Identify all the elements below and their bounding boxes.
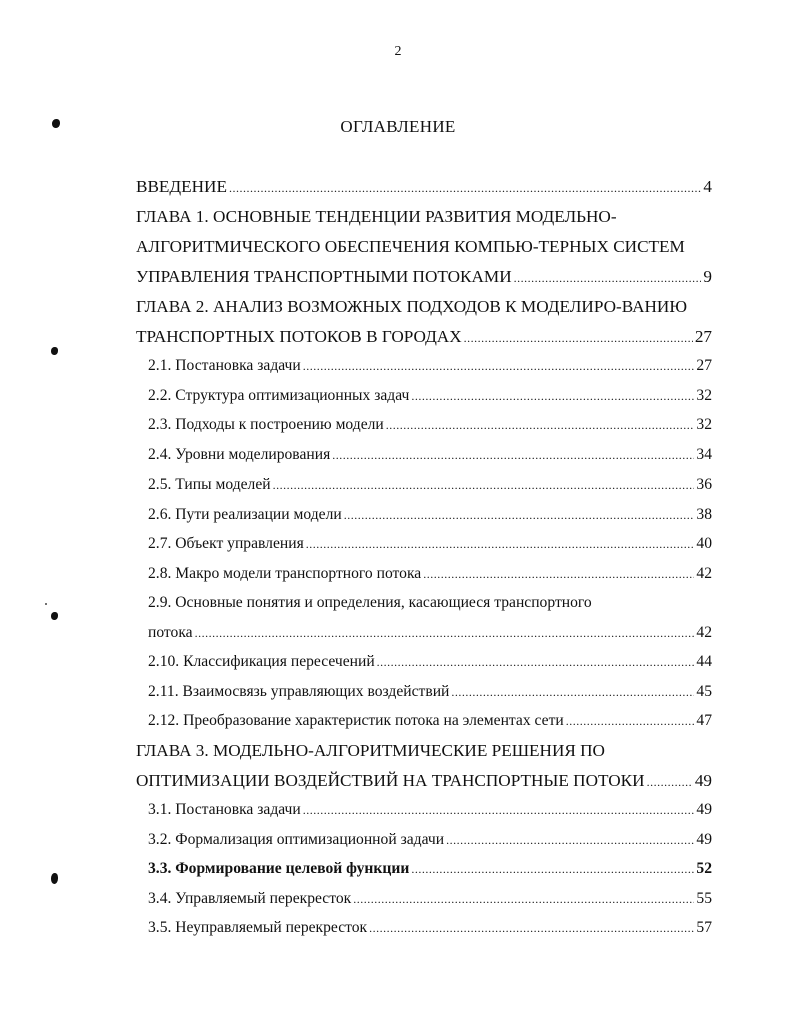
toc-entry-text: 3.5. Неуправляемый перекресток	[148, 919, 368, 936]
toc-entry-section-2-12[interactable]	[148, 710, 712, 732]
toc-page-number: 38	[696, 506, 712, 523]
toc-entry-chapter-3-line-1[interactable]	[136, 740, 712, 762]
toc-entry-section-2-2[interactable]	[148, 385, 712, 407]
leader-dots	[353, 888, 694, 910]
leader-dots	[451, 681, 694, 703]
toc-entry-text: ГЛАВА 2. АНАЛИЗ ВОЗМОЖНЫХ ПОДХОДОВ К МОДЕЛИРО-ВАНИЮ	[136, 297, 688, 316]
toc-page-number: 42	[696, 624, 712, 641]
toc-page-number: 27	[696, 357, 712, 374]
scan-speck	[45, 603, 47, 605]
toc-entry-section-2-9-line-2[interactable]	[148, 622, 712, 644]
leader-dots	[195, 622, 695, 644]
toc-entry-text: 2.7. Объект управления	[148, 535, 304, 552]
toc-page-number: 44	[696, 653, 712, 670]
toc-page-number: 49	[696, 801, 712, 818]
toc-entry-text: АЛГОРИТМИЧЕСКОГО ОБЕСПЕЧЕНИЯ КОМПЬЮ-ТЕРНЫХ СИСТЕМ	[136, 237, 685, 256]
toc-entry-section-2-6[interactable]	[148, 504, 712, 526]
leader-dots	[514, 267, 702, 289]
toc-entry-text: 3.1. Постановка задачи	[148, 801, 301, 818]
toc-entry-text: 2.8. Макро модели транспортного потока	[148, 565, 422, 582]
toc-entry-section-3-4[interactable]	[148, 888, 712, 910]
leader-dots	[273, 474, 695, 496]
toc-entry-introduction[interactable]	[136, 176, 712, 199]
toc-page-number: 47	[696, 712, 712, 729]
leader-dots	[332, 444, 694, 466]
toc-entry-text: 2.2. Структура оптимизационных задач	[148, 387, 410, 404]
toc-page-number: 36	[696, 476, 712, 493]
toc-page-number: 52	[696, 860, 712, 877]
leader-dots	[411, 385, 694, 407]
toc-entry-text: ГЛАВА 1. ОСНОВНЫЕ ТЕНДЕНЦИИ РАЗВИТИЯ МОДЕЛЬНО-	[136, 207, 617, 226]
toc-entry-text: 2.9. Основные понятия и определения, касающиеся транспортного	[148, 594, 592, 611]
leader-dots	[411, 858, 694, 880]
toc-entry-section-2-11[interactable]	[148, 681, 712, 703]
page-number: 2	[394, 44, 402, 59]
toc-entry-section-2-1[interactable]	[148, 355, 712, 377]
scan-mark	[51, 873, 58, 884]
leader-dots	[303, 355, 695, 377]
toc-entry-text: ТРАНСПОРТНЫХ ПОТОКОВ В ГОРОДАХ	[136, 327, 462, 346]
toc-entry-text: 3.4. Управляемый перекресток	[148, 890, 352, 907]
leader-dots	[303, 799, 695, 821]
toc-page-number: 42	[696, 565, 712, 582]
toc-entry-text: ОПТИМИЗАЦИИ ВОЗДЕЙСТВИЙ НА ТРАНСПОРТНЫЕ ПОТОКИ	[136, 771, 645, 790]
toc-entry-text: 3.3. Формирование целевой функции	[148, 860, 410, 877]
toc-page-number: 49	[694, 771, 712, 790]
toc-page-number: 4	[703, 177, 712, 196]
leader-dots	[446, 829, 694, 851]
toc-entry-chapter-1-line-3[interactable]	[136, 266, 712, 289]
toc-entry-chapter-3-line-2[interactable]	[136, 770, 712, 793]
toc-entry-section-3-3[interactable]	[148, 858, 712, 880]
scan-mark	[51, 347, 58, 355]
leader-dots	[566, 710, 695, 732]
scan-mark	[52, 119, 60, 128]
toc-entry-text: 2.11. Взаимосвязь управляющих воздействий	[148, 683, 450, 700]
toc-entry-section-2-5[interactable]	[148, 474, 712, 496]
toc-page-number: 32	[696, 387, 712, 404]
toc-entry-text: 3.2. Формализация оптимизационной задачи	[148, 831, 445, 848]
leader-dots	[647, 771, 693, 793]
toc-entry-section-3-2[interactable]	[148, 829, 712, 851]
toc-page-number: 45	[696, 683, 712, 700]
toc-entry-text: 2.1. Постановка задачи	[148, 357, 301, 374]
leader-dots	[386, 414, 695, 436]
toc-entry-text: 2.6. Пути реализации модели	[148, 506, 342, 523]
toc-page-number: 55	[696, 890, 712, 907]
leader-dots	[306, 533, 695, 555]
toc-entry-chapter-1-line-1[interactable]	[136, 206, 712, 228]
toc-entry-section-2-7[interactable]	[148, 533, 712, 555]
toc-entry-section-2-4[interactable]	[148, 444, 712, 466]
toc-entry-text: 2.3. Подходы к построению модели	[148, 416, 384, 433]
leader-dots	[464, 327, 693, 349]
toc-entry-section-2-9-line-1[interactable]	[148, 592, 712, 614]
toc-page-number: 40	[696, 535, 712, 552]
toc-page-number: 49	[696, 831, 712, 848]
toc-entry-text: ВВЕДЕНИЕ	[136, 177, 227, 196]
toc-entry-chapter-2-line-1[interactable]	[136, 296, 712, 318]
toc-entry-section-3-1[interactable]	[148, 799, 712, 821]
toc-entry-text: потока	[148, 624, 193, 641]
toc-page-number: 34	[696, 446, 712, 463]
scan-mark	[51, 612, 58, 620]
toc-entry-text: 2.12. Преобразование характеристик потока на элементах сети	[148, 712, 564, 729]
leader-dots	[369, 917, 694, 939]
toc-entry-text: 2.10. Классификация пересечений	[148, 653, 375, 670]
leader-dots	[229, 177, 701, 199]
toc-entry-text: 2.5. Типы моделей	[148, 476, 271, 493]
toc-entry-text: ГЛАВА 3. МОДЕЛЬНО-АЛГОРИТМИЧЕСКИЕ РЕШЕНИЯ ПО	[136, 741, 605, 760]
toc-page-number: 57	[696, 919, 712, 936]
toc-page-number: 27	[694, 327, 712, 346]
toc-page-number: 9	[703, 267, 712, 286]
page-title: ОГЛАВЛЕНИЕ	[340, 117, 456, 136]
toc-entry-text: 2.4. Уровни моделирования	[148, 446, 331, 463]
toc-entry-section-2-3[interactable]	[148, 414, 712, 436]
toc-page-number: 32	[696, 416, 712, 433]
leader-dots	[377, 651, 695, 673]
toc-entry-section-2-8[interactable]	[148, 563, 712, 585]
toc-entry-chapter-1-line-2[interactable]	[136, 236, 712, 258]
toc-entry-section-2-10[interactable]	[148, 651, 712, 673]
leader-dots	[423, 563, 694, 585]
toc-entry-text: УПРАВЛЕНИЯ ТРАНСПОРТНЫМИ ПОТОКАМИ	[136, 267, 512, 286]
toc-entry-section-3-5[interactable]	[148, 917, 712, 939]
leader-dots	[344, 504, 695, 526]
toc-entry-chapter-2-line-2[interactable]	[136, 326, 712, 349]
